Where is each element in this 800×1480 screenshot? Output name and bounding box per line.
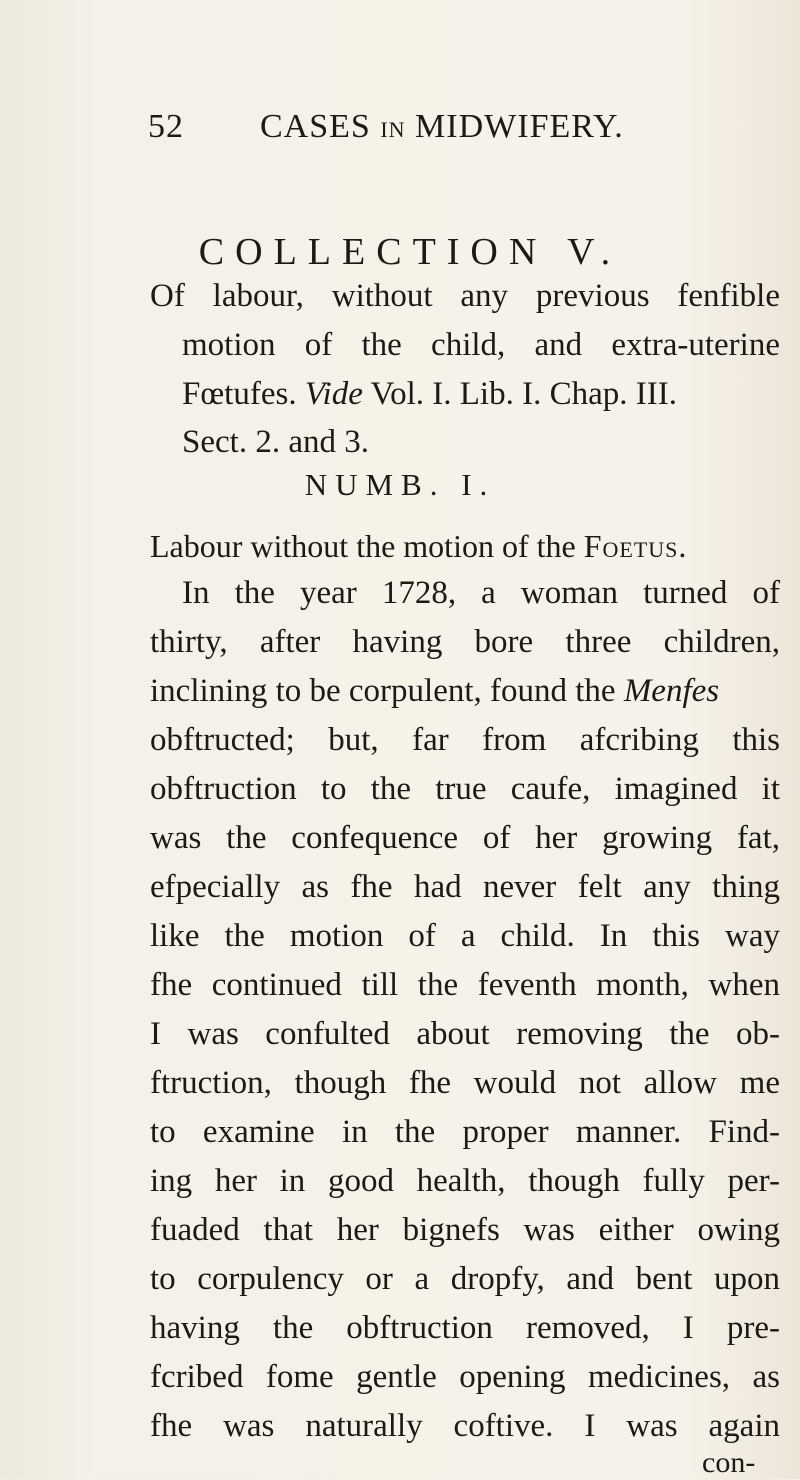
page-number: 52 xyxy=(148,108,184,145)
body-line-4: obftructed; but, far from afcribing this xyxy=(150,722,780,758)
body-line-17: fcribed fome gentle opening medicines, as xyxy=(150,1359,780,1395)
body-line-1: In the year 1728, a woman turned of xyxy=(182,575,780,611)
case-subtitle xyxy=(150,528,688,565)
body-line-9: fhe continued till the feventh month, when xyxy=(150,967,780,1003)
body-line-13: ing her in good health, though fully per- xyxy=(150,1163,780,1199)
summary-reference: Vol. I. Lib. I. Chap. III. xyxy=(370,376,677,412)
collection-heading: COLLECTION V. xyxy=(198,231,622,273)
body-line-7: efpecially as fhe had never felt any thing xyxy=(150,869,780,905)
body-line-8: like the motion of a child. In this way xyxy=(150,918,780,954)
header-title-part1: CASES xyxy=(260,108,371,145)
numb-heading: NUMB. I. xyxy=(304,467,496,502)
running-header xyxy=(148,108,708,146)
summary-line-1: Of labour, without any previous fenfible xyxy=(150,278,780,314)
header-title-part2: MIDWIFERY. xyxy=(415,108,624,145)
header-title-in: IN xyxy=(380,117,406,142)
summary-line-3 xyxy=(182,376,677,413)
body-line-12: to examine in the proper manner. Find- xyxy=(150,1114,780,1150)
catchword: con- xyxy=(702,1446,756,1479)
body-line-5: obftruction to the true caufe, imagined it xyxy=(150,771,780,807)
body-line-10: I was confulted about removing the ob- xyxy=(150,1016,780,1052)
case-subtitle-foetus: Foetus. xyxy=(583,528,688,564)
body-menses: Menfes xyxy=(623,673,720,709)
summary-vide: Vide xyxy=(304,376,363,412)
body-line-2: thirty, after having bore three children, xyxy=(150,624,780,660)
body-line-18: fhe was naturally coftive. I was again xyxy=(150,1408,780,1444)
summary-line-2: motion of the child, and extra-uterine xyxy=(182,327,780,363)
case-subtitle-text: Labour without the motion of the xyxy=(150,528,576,564)
body-line-15: to corpulency or a dropfy, and bent upon xyxy=(150,1261,780,1297)
body-line-6: was the confequence of her growing fat, xyxy=(150,820,780,856)
summary-line-4: Sect. 2. and 3. xyxy=(182,424,369,460)
body-line-3 xyxy=(150,673,719,710)
body-line-3-text: inclining to be corpulent, found the xyxy=(150,673,616,709)
body-line-14: fuaded that her bignefs was either owing xyxy=(150,1212,780,1248)
body-line-11: ftruction, though fhe would not allow me xyxy=(150,1065,780,1101)
body-line-16: having the obftruction removed, I pre- xyxy=(150,1310,780,1346)
summary-foetuses: Fœtufes. xyxy=(182,376,297,412)
